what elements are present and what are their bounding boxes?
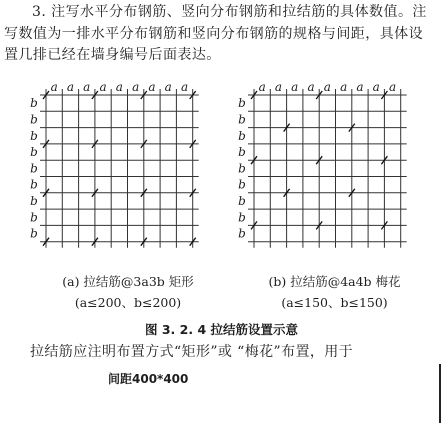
spacing-label-b: b bbox=[30, 226, 38, 241]
spacing-label-a: a bbox=[291, 80, 299, 94]
spacing-label-b: b bbox=[238, 226, 246, 241]
spacing-label-b: b bbox=[30, 161, 38, 176]
figure-a-caption bbox=[48, 272, 208, 311]
spacing-label-b: b bbox=[30, 128, 38, 143]
spacing-label-b: b bbox=[30, 193, 38, 208]
figure-a-caption-line1: (a) 拉结筋@3a3b 矩形 bbox=[62, 274, 194, 289]
spacing-note: 间距400*400 bbox=[108, 372, 189, 386]
spacing-label-b: b bbox=[238, 177, 246, 192]
spacing-label-b: b bbox=[238, 161, 246, 176]
figure-a-caption-line2: (a≤200、b≤200) bbox=[74, 295, 182, 310]
spacing-label-a: a bbox=[356, 80, 364, 94]
spacing-label-a: a bbox=[132, 80, 140, 94]
figure-title: 图 3. 2. 4 拉结筋设置示意 bbox=[145, 322, 298, 337]
spacing-label-a: a bbox=[180, 80, 189, 94]
spacing-label-a: a bbox=[307, 80, 315, 94]
spacing-label-b: b bbox=[30, 177, 38, 192]
spacing-label-b: b bbox=[30, 96, 38, 111]
spacing-label-b: b bbox=[238, 112, 246, 127]
spacing-label-a: a bbox=[66, 80, 75, 94]
body-paragraph: 3. 注写水平分布钢筋、竖向分布钢筋和拉结筋的具体数值。注写数值为一排水平分布钢筋和竖向分布钢筋的规格与间距，具体设置几排已经在墙身编号后面表达。 bbox=[4, 4, 427, 63]
spacing-label-a: a bbox=[372, 80, 380, 94]
figure-b-caption bbox=[252, 272, 417, 311]
spacing-label-b: b bbox=[238, 193, 246, 208]
spacing-label-b: b bbox=[238, 128, 246, 143]
spacing-label-a: a bbox=[83, 80, 91, 94]
spacing-label-a: a bbox=[258, 80, 266, 94]
spacing-label-b: b bbox=[30, 145, 38, 160]
spacing-label-b: b bbox=[30, 112, 38, 127]
spacing-label-a: a bbox=[274, 80, 283, 94]
spacing-label-b: b bbox=[30, 210, 38, 225]
spacing-label-a: a bbox=[340, 80, 348, 94]
spacing-label-b: b bbox=[238, 96, 246, 111]
figure-b-caption-line2: (a≤150、b≤150) bbox=[281, 295, 388, 310]
spacing-label-a: a bbox=[115, 80, 123, 94]
spacing-label-a: a bbox=[164, 80, 172, 94]
spacing-label-a: a bbox=[388, 80, 397, 94]
figure-a-grid bbox=[24, 82, 224, 262]
spacing-label-a: a bbox=[99, 80, 107, 94]
spacing-label-b: b bbox=[238, 145, 246, 160]
spacing-label-a: a bbox=[50, 80, 58, 94]
spacing-label-b: b bbox=[238, 210, 246, 225]
figure-b-caption-line1: (b) 拉结筋@4a4b 梅花 bbox=[268, 274, 401, 289]
spacing-label-a: a bbox=[323, 80, 331, 94]
scan-edge-line bbox=[439, 364, 441, 423]
bottom-text: 拉结筋应注明布置方式“矩形”或 “梅花”布置，用于 bbox=[30, 344, 354, 360]
figure-b-grid bbox=[232, 82, 432, 262]
spacing-label-a: a bbox=[148, 80, 156, 94]
